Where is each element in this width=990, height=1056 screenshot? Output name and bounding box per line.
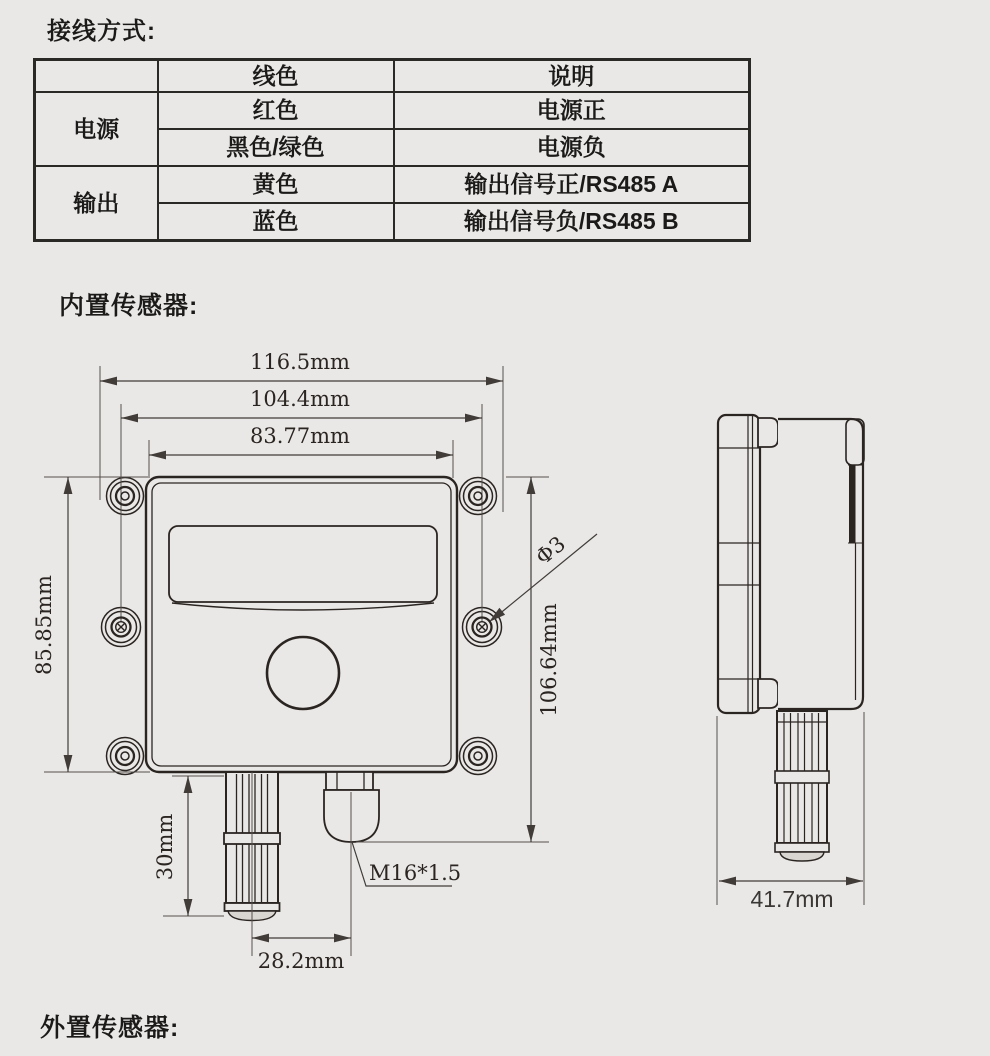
side-top-tab (758, 418, 778, 447)
side-view-drawing (718, 415, 864, 861)
dim-outer-width: 116.5mm (250, 350, 350, 374)
probe-cap (780, 852, 824, 861)
header-wire-color-cell: 线色 (158, 60, 394, 93)
wire-color-cell: 蓝色 (158, 203, 394, 241)
wire-color-cell: 红色 (158, 92, 394, 129)
wire-color-cell: 黄色 (158, 166, 394, 203)
dim-depth: 41.7mm (750, 886, 834, 912)
dim-probe-offset: 28.2mm (257, 949, 345, 973)
dim-total-height: 106.64mm (537, 603, 561, 717)
wiring-section-title: 接线方式: (47, 18, 156, 45)
sensor-probe-side (775, 711, 829, 861)
dim-body-height: 85.85mm (32, 575, 56, 675)
side-mounting-plate (718, 415, 778, 713)
external-sensor-section-title: 外置传感器: (40, 1014, 180, 1042)
dim-mount-hole-dia: Φ3 (531, 531, 571, 570)
dim-hole-spacing: 104.4mm (250, 387, 350, 411)
group-output-cell: 输出 (35, 166, 158, 241)
side-body (778, 419, 864, 709)
internal-sensor-section-title: 内置传感器: (59, 292, 199, 320)
description-cell: 电源负 (394, 129, 750, 166)
header-description-cell: 说明 (394, 60, 750, 93)
dim-body-width: 83.77mm (250, 424, 350, 448)
wire-color-cell: 黑色/绿色 (158, 129, 394, 166)
description-cell: 电源正 (394, 92, 750, 129)
dim-probe-length: 30mm (153, 813, 177, 881)
side-bottom-tab (758, 679, 778, 708)
enclosure-body (146, 477, 457, 772)
group-power-cell: 电源 (35, 92, 158, 166)
description-cell: 输出信号负/RS485 B (394, 203, 750, 241)
dim-gland-thread: M16*1.5 (369, 861, 462, 885)
description-cell: 输出信号正/RS485 A (394, 166, 750, 203)
side-groove (849, 465, 856, 543)
